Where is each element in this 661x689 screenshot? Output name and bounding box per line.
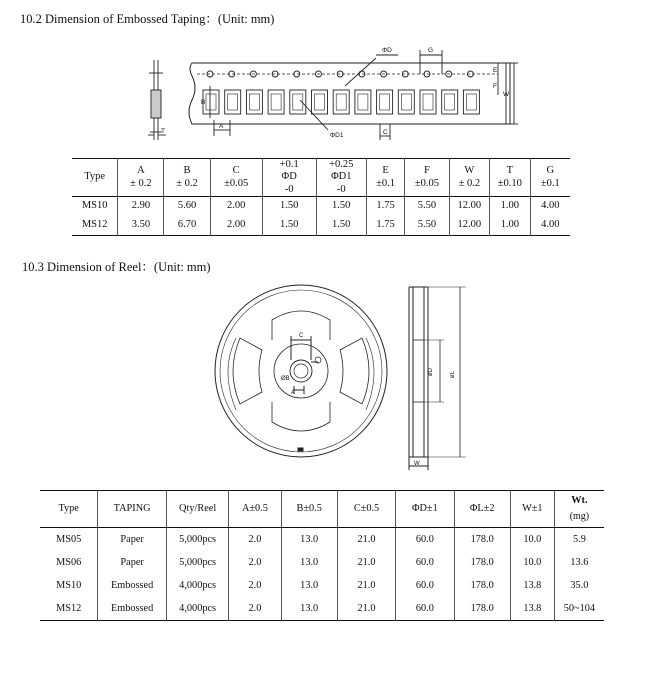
- pocket-inner: [271, 94, 281, 110]
- cell: 2.0: [229, 551, 281, 574]
- reel-section-title: 10.3 Dimension of Reel：(Unit: mm): [22, 260, 211, 274]
- label-od1: ΦD1: [330, 132, 344, 139]
- cell: MS10: [56, 579, 82, 591]
- cell: MS05: [56, 533, 82, 545]
- cell: 4.00: [530, 197, 570, 217]
- reel-dimension-table: [40, 490, 604, 621]
- pocket-inner: [228, 94, 238, 110]
- cell: 5,000pcs: [166, 528, 228, 552]
- cell: 178.0: [454, 528, 510, 552]
- component-pocket: [333, 90, 349, 114]
- component-pocket: [312, 90, 328, 114]
- table-row: [40, 574, 604, 597]
- cell: 10.0: [510, 528, 554, 552]
- cell: 2.00: [210, 216, 262, 236]
- cell: MS12: [81, 219, 108, 231]
- cell: 4,000pcs: [166, 597, 228, 621]
- table-row: [72, 197, 570, 217]
- cell: 12.00: [449, 216, 489, 236]
- label-f: F: [493, 83, 497, 90]
- col-e: E ±0.1: [366, 159, 404, 197]
- cell: 13.0: [281, 597, 337, 621]
- col-od: +0.1 ΦD -0: [262, 159, 316, 197]
- cell: 2.0: [229, 574, 281, 597]
- pocket-inner: [358, 94, 368, 110]
- pocket-inner: [466, 94, 476, 110]
- col-qty: Qty/Reel: [166, 491, 228, 528]
- taping-section-title: 10.2 Dimension of Embossed Taping：(Unit: mm): [20, 12, 275, 26]
- reel-label-c: C: [299, 333, 304, 339]
- label-c: C: [383, 129, 388, 136]
- cell: 1.00: [490, 197, 531, 217]
- component-pocket: [377, 90, 393, 114]
- cell: 21.0: [337, 528, 395, 552]
- cell: 21.0: [337, 597, 395, 621]
- col-w: W±1: [510, 491, 554, 528]
- col-g: G ±0.1: [530, 159, 570, 197]
- embossed-taping-diagram: [0, 0, 661, 160]
- pocket-inner: [380, 94, 390, 110]
- component-pocket: [442, 90, 458, 114]
- cell: 13.0: [281, 528, 337, 552]
- reel-label-b: ØB: [281, 376, 290, 382]
- pocket-inner: [206, 94, 216, 110]
- pocket-inner: [423, 94, 433, 110]
- component-pocket: [420, 90, 436, 114]
- col-c: C±0.5: [337, 491, 395, 528]
- cell: 21.0: [337, 574, 395, 597]
- cell: 2.0: [229, 528, 281, 552]
- cell: 13.8: [510, 574, 554, 597]
- cell: 5.50: [405, 197, 449, 217]
- cell: 4,000pcs: [166, 574, 228, 597]
- cell: 5.9: [554, 528, 604, 552]
- cell: 60.0: [396, 574, 454, 597]
- col-type: Type: [72, 159, 118, 197]
- cell: 60.0: [396, 528, 454, 552]
- component-pocket: [290, 90, 306, 114]
- component-pocket: [355, 90, 371, 114]
- cell: 60.0: [396, 551, 454, 574]
- label-od: ΦD: [382, 47, 392, 54]
- cell: 1.00: [490, 216, 531, 236]
- component-pocket: [268, 90, 284, 114]
- table-row: [40, 551, 604, 574]
- component-pocket: [246, 90, 262, 114]
- pocket-inner: [249, 94, 259, 110]
- cell: 21.0: [337, 551, 395, 574]
- pocket-inner: [336, 94, 346, 110]
- reel-diagram: [0, 270, 661, 480]
- cell: 35.0: [554, 574, 604, 597]
- col-od: ΦD±1: [396, 491, 454, 528]
- cell: Embossed: [98, 597, 167, 621]
- cell: 12.00: [449, 197, 489, 217]
- cell: 3.50: [118, 216, 164, 236]
- cell: MS10: [81, 200, 108, 212]
- col-taping: TAPING: [98, 491, 167, 528]
- col-w: W ± 0.2: [449, 159, 489, 197]
- cell: MS12: [56, 602, 82, 614]
- cell: 178.0: [454, 597, 510, 621]
- cell: 13.0: [281, 574, 337, 597]
- cell: 1.50: [262, 216, 316, 236]
- reel-label-od: øD: [428, 368, 434, 376]
- col-ol: ΦL±2: [454, 491, 510, 528]
- label-b: B: [201, 99, 206, 106]
- cell: 10.0: [510, 551, 554, 574]
- cell: 4.00: [530, 216, 570, 236]
- table-row: [40, 528, 604, 552]
- col-f: F ±0.05: [405, 159, 449, 197]
- cell: 5.60: [164, 197, 210, 217]
- cell: 6.70: [164, 216, 210, 236]
- reel-label-a: A: [291, 390, 296, 396]
- label-w: W: [503, 91, 510, 98]
- cell: 178.0: [454, 551, 510, 574]
- pocket-inner: [315, 94, 325, 110]
- pocket-inner: [401, 94, 411, 110]
- cell: 2.90: [118, 197, 164, 217]
- col-type: Type: [40, 491, 98, 528]
- taping-dimension-table: [72, 158, 570, 236]
- cell: 1.75: [366, 216, 404, 236]
- cell: 5.50: [405, 216, 449, 236]
- cell: 1.50: [316, 216, 366, 236]
- cell: Paper: [98, 528, 167, 552]
- label-g: G: [428, 47, 434, 54]
- col-od1: +0.25 ΦD1 -0: [316, 159, 366, 197]
- cell: MS06: [56, 556, 82, 568]
- cell: 1.75: [366, 197, 404, 217]
- pocket-inner: [445, 94, 455, 110]
- table-row: [72, 216, 570, 236]
- cell: 178.0: [454, 574, 510, 597]
- component-pocket: [463, 90, 479, 114]
- component-pocket: [203, 90, 219, 114]
- col-b: B±0.5: [281, 491, 337, 528]
- col-b: B ± 0.2: [164, 159, 210, 197]
- component-pocket: [225, 90, 241, 114]
- cell: 13.8: [510, 597, 554, 621]
- col-a: A ± 0.2: [118, 159, 164, 197]
- cell: 50~104: [554, 597, 604, 621]
- reel-label-w: W: [414, 461, 420, 467]
- cell: Embossed: [98, 574, 167, 597]
- cell: 2.00: [210, 197, 262, 217]
- cell: 2.0: [229, 597, 281, 621]
- cell: 1.50: [262, 197, 316, 217]
- label-a: A: [219, 123, 224, 130]
- cell: Paper: [98, 551, 167, 574]
- cell: 13.0: [281, 551, 337, 574]
- reel-label-ol: øL: [450, 370, 456, 378]
- cell: 5,000pcs: [166, 551, 228, 574]
- col-a: A±0.5: [229, 491, 281, 528]
- cell: 1.50: [316, 197, 366, 217]
- taping-table-header: [72, 159, 570, 197]
- cell: 60.0: [396, 597, 454, 621]
- col-c: C ±0.05: [210, 159, 262, 197]
- col-wt: Wt. (mg): [554, 491, 604, 528]
- cell: 13.6: [554, 551, 604, 574]
- component-pocket: [398, 90, 414, 114]
- col-t: T ±0.10: [490, 159, 531, 197]
- label-e: E: [493, 67, 498, 74]
- table-row: [40, 597, 604, 621]
- reel-table-header: [40, 491, 604, 528]
- label-t: T: [161, 128, 165, 135]
